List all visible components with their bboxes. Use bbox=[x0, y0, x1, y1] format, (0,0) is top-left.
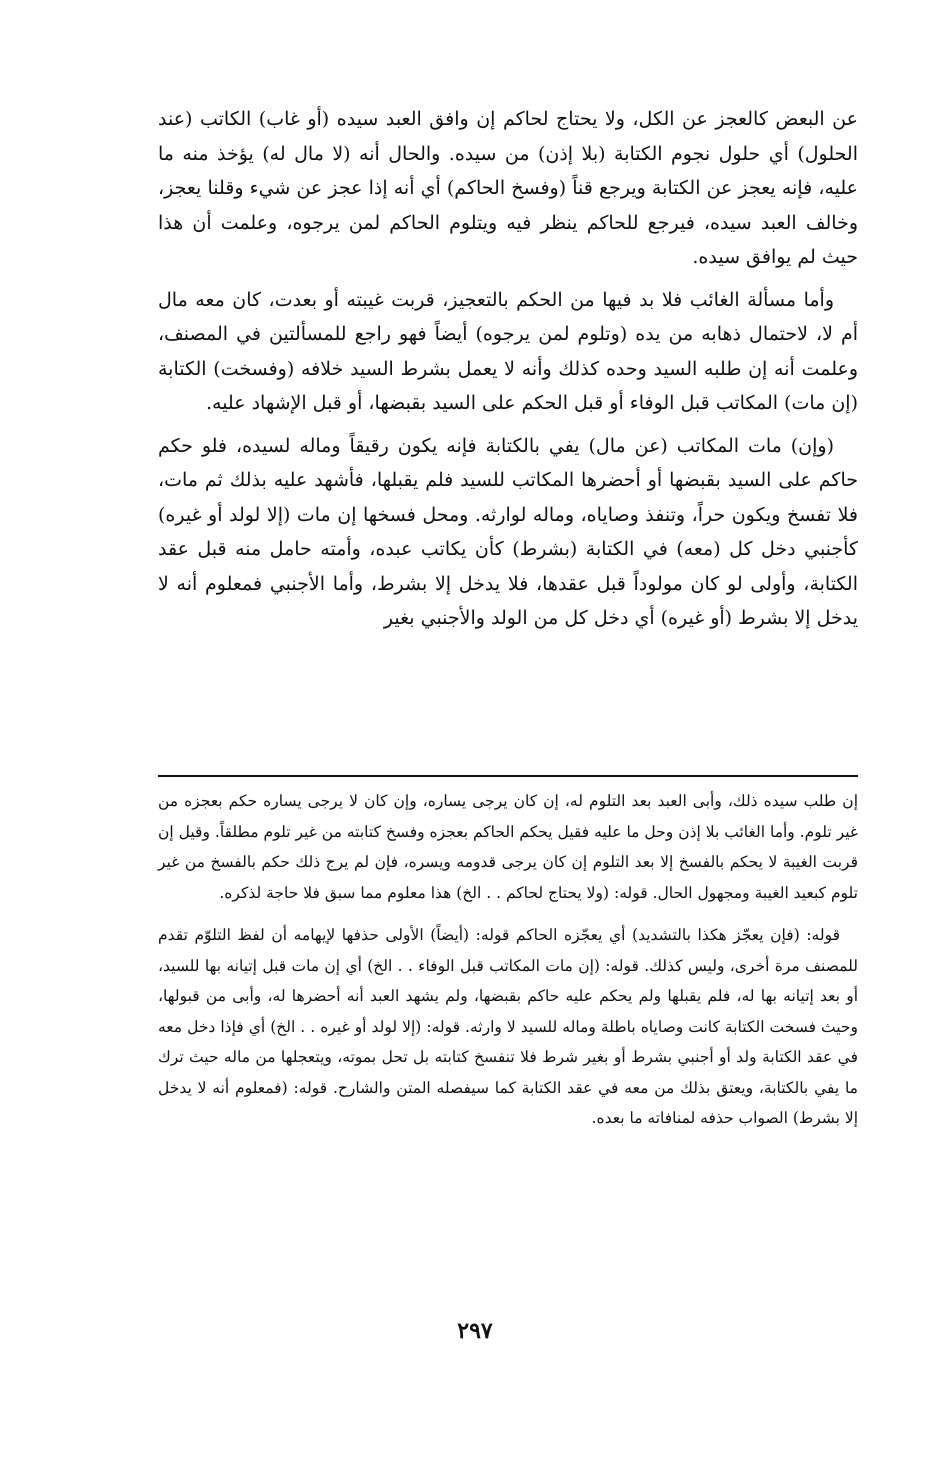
footnotes bbox=[158, 786, 858, 1146]
footnote-paragraph-1: إن طلب سيده ذلك، وأبى العبد بعد التلوم له، إن كان يرجى يساره، وإن كان لا يرجى يساره حكم بعجزه من غير تلوم. وأما الغائب بلا إذن وحل ما عليه فقيل يحكم الحاكم بعجزه وفسخ كتابته من غير تلوم مطلقاً. وقيل إن قربت الغيبة لا يحكم بالفسخ إلا بعد التلوم إن كان يرجى قدومه ويسره، فإن لم يرج ذلك حكم بالفسخ من غير تلوم كبعيد الغيبة ومجهول الحال. قوله: (ولا يحتاج لحاكم . . الخ) هذا معلوم مما سبق فلا حاجة لذكره. bbox=[158, 792, 858, 902]
main-paragraph-3: (وإن) مات المكاتب (عن مال) يفي بالكتابة فإنه يكون رقيقاً وماله لسيده، فلو حكم حاكم على السيد بقبضها أو أحضرها المكاتب للسيد فلم يقبلها، فأشهد عليه بذلك ثم مات، فلا تفسخ ويكون حراً، وتنفذ وصاياه، وماله لوارثه. ومحل فسخها إن مات (إلا لولد أو غيره) كأجنبي دخل كل (معه) في الكتابة (بشرط) كأن يكاتب عبده، وأمته حامل منه قبل عقد الكتابة، وأولى لو كان مولوداً قبل عقدها، فلا يدخل إلا بشرط، وأما الأجنبي فمعلوم أنه لا يدخل إلا بشرط (أو غيره) أي دخل كل من الولد والأجنبي بغير bbox=[158, 434, 858, 629]
footnote-divider bbox=[158, 775, 858, 777]
main-paragraph-2: وأما مسألة الغائب فلا بد فيها من الحكم بالتعجيز، قربت غيبته أو بعدت، كان معه مال أم لا، لاحتمال ذهابه من يده (وتلوم لمن يرجوه) أيضاً فهو راجع للمسألتين في المصنف، وعلمت أنه إن طلبه السيد وحده كذلك وأنه لا يعمل بشرط السيد خلافه (وفسخت) الكتابة (إن مات) المكاتب قبل الوفاء أو قبل الحكم على السيد بقبضها، أو قبل الإشهاد عليه. bbox=[158, 288, 858, 414]
main-paragraph-1: عن البعض كالعجز عن الكل، ولا يحتاج لحاكم إن وافق العبد سيده (أو غاب) الكاتب (عند الحلول) أي حلول نجوم الكتابة (بلا إذن) من سيده. والحال أنه (لا مال له) يؤخذ منه ما عليه، فإنه يعجز عن الكتابة ويرجع قناً (وفسخ الحاكم) أي أنه إذا عجز عن شيء وقلنا يعجز، وخالف العبد سيده، فيرجع للحاكم ينظر فيه ويتلوم الحاكم لمن يرجوه، وعلمت أن هذا حيث لم يوافق سيده. bbox=[158, 108, 858, 268]
main-text bbox=[158, 102, 858, 644]
footnote-paragraph-2: قوله: (فإن يعجّز هكذا بالتشديد) أي يعجّزه الحاكم قوله: (أيضاً) الأولى حذفها لإيهامه أن لفظ التلوّم تقدم للمصنف مرة أخرى، وليس كذلك. قوله: (إن مات المكاتب قبل الوفاء . . الخ) أي إن مات قبل إتيانه بها للسيد، أو بعد إتيانه بها له، فلم يقبلها ولم يحكم عليه حاكم بقبضها، ولم يشهد العبد أنه أحضرها له، وأبى من قبولها، وحيث فسخت الكتابة كانت وصاياه باطلة وماله للسيد لا وارثه. قوله: (إلا لولد أو غيره . . الخ) أي فإذا دخل معه في عقد الكتابة ولد أو أجنبي بشرط أو بغير شرط فلا تنفسخ كتابته بل تحل بموته، ويتعجلها من ماله حيث ترك ما يفي بالكتابة، ويعتق بذلك من معه في عقد الكتابة كما سيفصله المتن والشارح. قوله: (فمعلوم أنه لا يدخل إلا بشرط) الصواب حذفه لمنافاته ما بعده. bbox=[158, 926, 858, 1127]
page-number: ٢٩٧ bbox=[457, 1318, 493, 1344]
